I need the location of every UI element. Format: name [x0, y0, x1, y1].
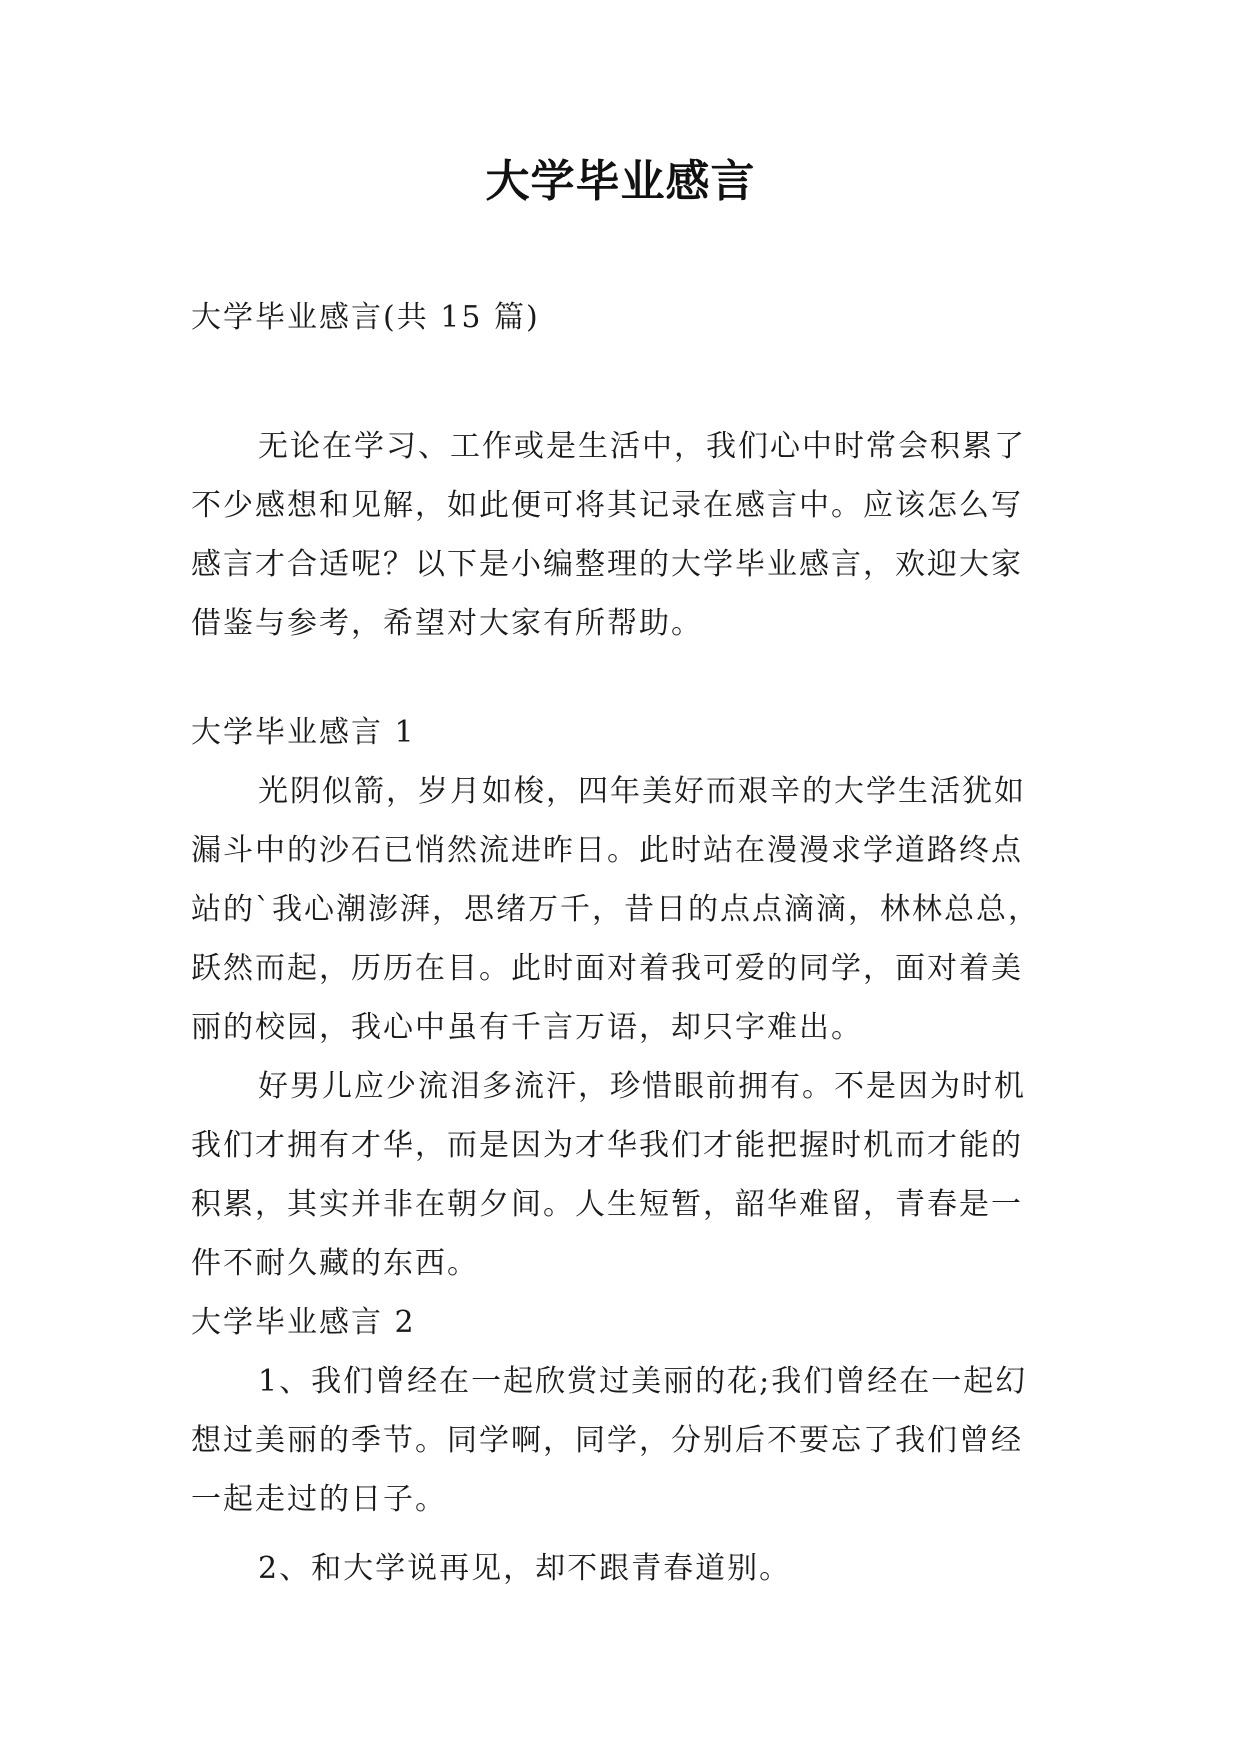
intro-paragraph — [191, 417, 1061, 653]
section-2 — [191, 1293, 1061, 1598]
section-paragraph — [191, 1057, 1061, 1293]
paragraph-line: 我们才拥有才华，而是因为才华我们才能把握时机而才能的 — [191, 1128, 1023, 1163]
section-heading: 大学毕业感言 2 — [191, 1305, 416, 1340]
paragraph-line: 2、和大学说再见，却不跟青春道别。 — [258, 1551, 792, 1586]
paragraph-line: 站的`我心潮澎湃，思绪万千，昔日的点点滴滴，林林总总， — [191, 892, 1040, 927]
document-subtitle: 大学毕业感言(共 15 篇) — [191, 300, 540, 335]
section-paragraph — [191, 762, 1061, 1057]
paragraph-line: 漏斗中的沙石已悄然流进昨日。此时站在漫漫求学道路终点 — [191, 833, 1023, 868]
intro-line: 无论在学习、工作或是生活中，我们心中时常会积累了 — [258, 429, 1026, 464]
section-1 — [191, 703, 1061, 1293]
document-body — [191, 288, 1061, 1598]
section-paragraph — [191, 1539, 1061, 1598]
section-paragraph — [191, 1352, 1061, 1529]
paragraph-line: 想过美丽的季节。同学啊，同学，分别后不要忘了我们曾经 — [191, 1423, 1023, 1458]
paragraph-line: 好男儿应少流泪多流汗，珍惜眼前拥有。不是因为时机 — [258, 1069, 1026, 1104]
spacer — [191, 347, 1061, 417]
paragraph-line: 1、我们曾经在一起欣赏过美丽的花;我们曾经在一起幻 — [258, 1364, 1028, 1399]
spacer — [191, 653, 1061, 703]
paragraph-line: 丽的校园，我心中虽有千言万语，却只字难出。 — [191, 1010, 863, 1045]
intro-line: 借鉴与参考，希望对大家有所帮助。 — [191, 606, 703, 641]
paragraph-line: 积累，其实并非在朝夕间。人生短暂，韶华难留，青春是一 — [191, 1187, 1023, 1222]
paragraph-line: 一起走过的日子。 — [191, 1482, 447, 1517]
document-title: 大学毕业感言 — [485, 156, 756, 207]
paragraph-line: 件不耐久藏的东西。 — [191, 1246, 479, 1281]
spacer — [191, 1529, 1061, 1539]
intro-line: 不少感想和见解，如此便可将其记录在感言中。应该怎么写 — [191, 488, 1023, 523]
section-heading: 大学毕业感言 1 — [191, 715, 416, 750]
paragraph-line: 光阴似箭，岁月如梭，四年美好而艰辛的大学生活犹如 — [258, 774, 1026, 809]
intro-line: 感言才合适呢？以下是小编整理的大学毕业感言，欢迎大家 — [191, 547, 1023, 582]
paragraph-line: 跃然而起，历历在目。此时面对着我可爱的同学，面对着美 — [191, 951, 1023, 986]
